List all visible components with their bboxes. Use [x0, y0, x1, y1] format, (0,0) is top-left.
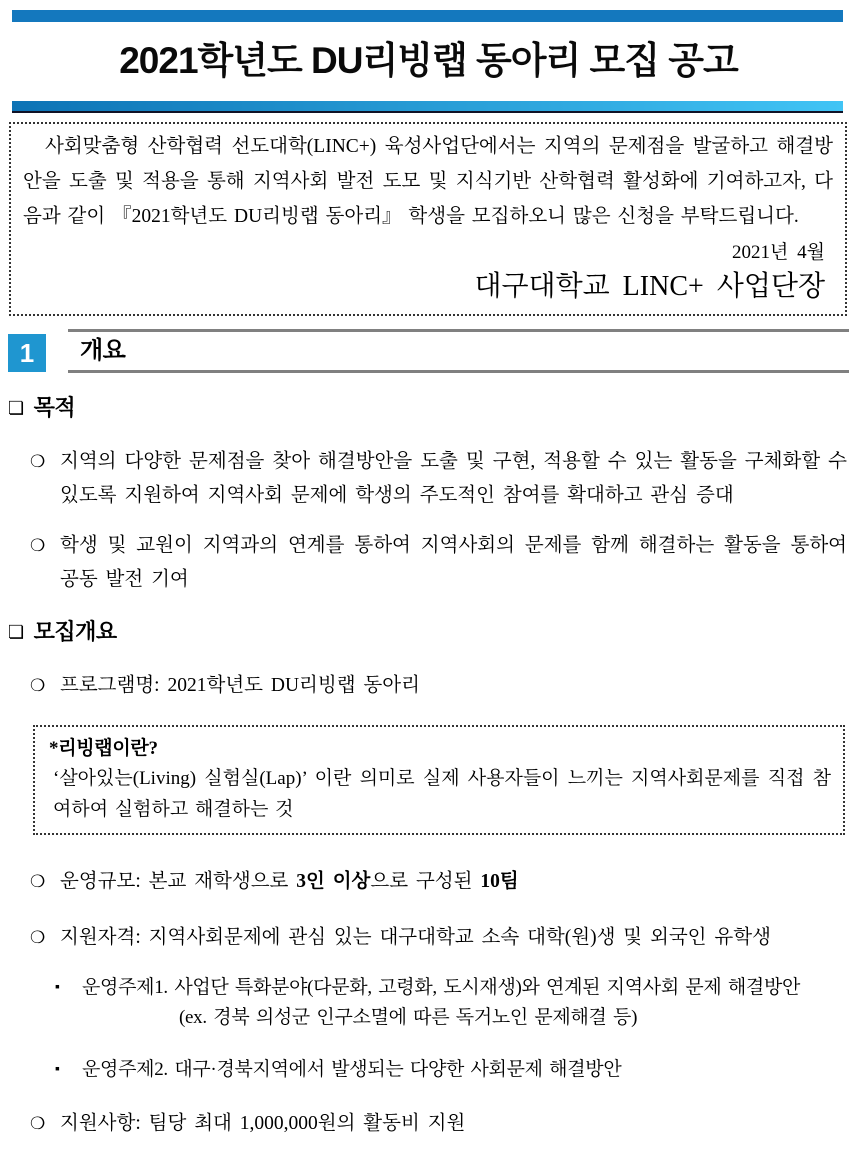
topic-2-text: [82, 1055, 853, 1085]
purpose-bullet-2: [30, 529, 847, 597]
heading-recruit-overview-label: 모집개요: [33, 619, 117, 644]
top-accent-bar: [12, 10, 843, 22]
square-bullet-icon: ❏: [8, 622, 24, 642]
section-number-badge: 1: [8, 334, 46, 372]
notice-date: 2021년 4월: [732, 242, 825, 263]
eligibility-text: 지원자격: 지역사회문제에 관심 있는 대구대학교 소속 대학(원)생 및 외국인 유학생: [60, 927, 771, 948]
circle-bullet-icon: ❍: [30, 452, 46, 471]
small-square-bullet-icon: ▪: [55, 980, 60, 995]
support-text: 지원사항: 팀당 최대 1,000,000원의 활동비 지원: [60, 1113, 466, 1134]
purpose-bullet-1: [30, 445, 847, 513]
program-name-text: 프로그램명: 2021학년도 DU리빙랩 동아리: [60, 675, 420, 696]
scale-bold-teams: 10팀: [480, 871, 519, 892]
notice-paragraph: 사회맞춤형 산학협력 선도대학(LINC+) 육성사업단에서는 지역의 문제점을 발굴하고 해결방안을 도출 및 적용을 통해 지역사회 발전 도모 및 지식기반 산학협력 활성화에 기여하고자, 다음과 같이 『2021학년도 DU리빙랩 동아리』 학생을 모집하오니 많은 신청을 부탁드립니다.: [23, 136, 833, 227]
gradient-accent-bar: [12, 101, 843, 113]
purpose-bullet-1-text: 지역의 다양한 문제점을 찾아 해결방안을 도출 및 구현, 적용할 수 있는 활동을 구체화할 수 있도록 지원하여 지역사회 문제에 학생의 주도적인 참여를 확대하고 관심 증대: [60, 451, 847, 506]
section-header: [8, 329, 849, 373]
livinglab-box-body: ‘살아있는(Living) 실험실(Lap)’ 이란 의미로 실제 사용자들이 느끼는 지역사회문제를 직접 참여하여 실험하고 해결하는 것: [53, 768, 831, 820]
scale-part2: 으로 구성된: [370, 871, 481, 892]
scale-item: [30, 865, 847, 899]
topic-2-line1: 운영주제2. 대구·경북지역에서 발생되는 다양한 사회문제 해결방안: [82, 1059, 622, 1080]
circle-bullet-icon: ❍: [30, 1114, 46, 1133]
square-bullet-icon: ❏: [8, 398, 24, 418]
circle-bullet-icon: ❍: [30, 928, 46, 947]
notice-signature: 대구대학교 LINC+ 사업단장: [474, 271, 825, 302]
topic-1-example: (ex. 경북 의성군 인구소멸에 따른 독거노인 문제해결 등): [179, 1007, 638, 1028]
scale-bold-members: 3인 이상: [296, 871, 371, 892]
eligibility-item: [30, 921, 847, 955]
notice-box: [9, 122, 847, 316]
circle-bullet-icon: ❍: [30, 536, 46, 555]
circle-bullet-icon: ❍: [30, 676, 46, 695]
support-item: [30, 1107, 847, 1141]
scale-text: [60, 865, 847, 899]
livinglab-definition-box: [33, 725, 845, 835]
livinglab-box-title: *리빙랩이란?: [49, 738, 158, 759]
scale-part1: 운영규모: 본교 재학생으로: [60, 871, 297, 892]
section-title: 개요: [80, 337, 126, 364]
topic-item-1: [55, 973, 853, 1033]
program-name-item: [30, 669, 847, 703]
topic-1-text: [82, 973, 853, 1033]
topic-item-2: [55, 1055, 853, 1085]
purpose-bullet-2-text: 학생 및 교원이 지역과의 연계를 통하여 지역사회의 문제를 함께 해결하는 활동을 통하여 공동 발전 기여: [60, 535, 847, 590]
heading-recruit-overview: [8, 617, 849, 647]
circle-bullet-icon: ❍: [30, 872, 46, 891]
heading-purpose-label: 목적: [33, 395, 76, 420]
small-square-bullet-icon: ▪: [55, 1062, 60, 1077]
document-title: 2021학년도 DU리빙랩 동아리 모집 공고: [119, 40, 738, 81]
heading-purpose: [8, 393, 849, 423]
section-title-rule: [68, 329, 849, 373]
topic-1-line1: 운영주제1. 사업단 특화분야(다문화, 고령화, 도시재생)와 연계된 지역사회 문제 해결방안: [82, 977, 801, 998]
